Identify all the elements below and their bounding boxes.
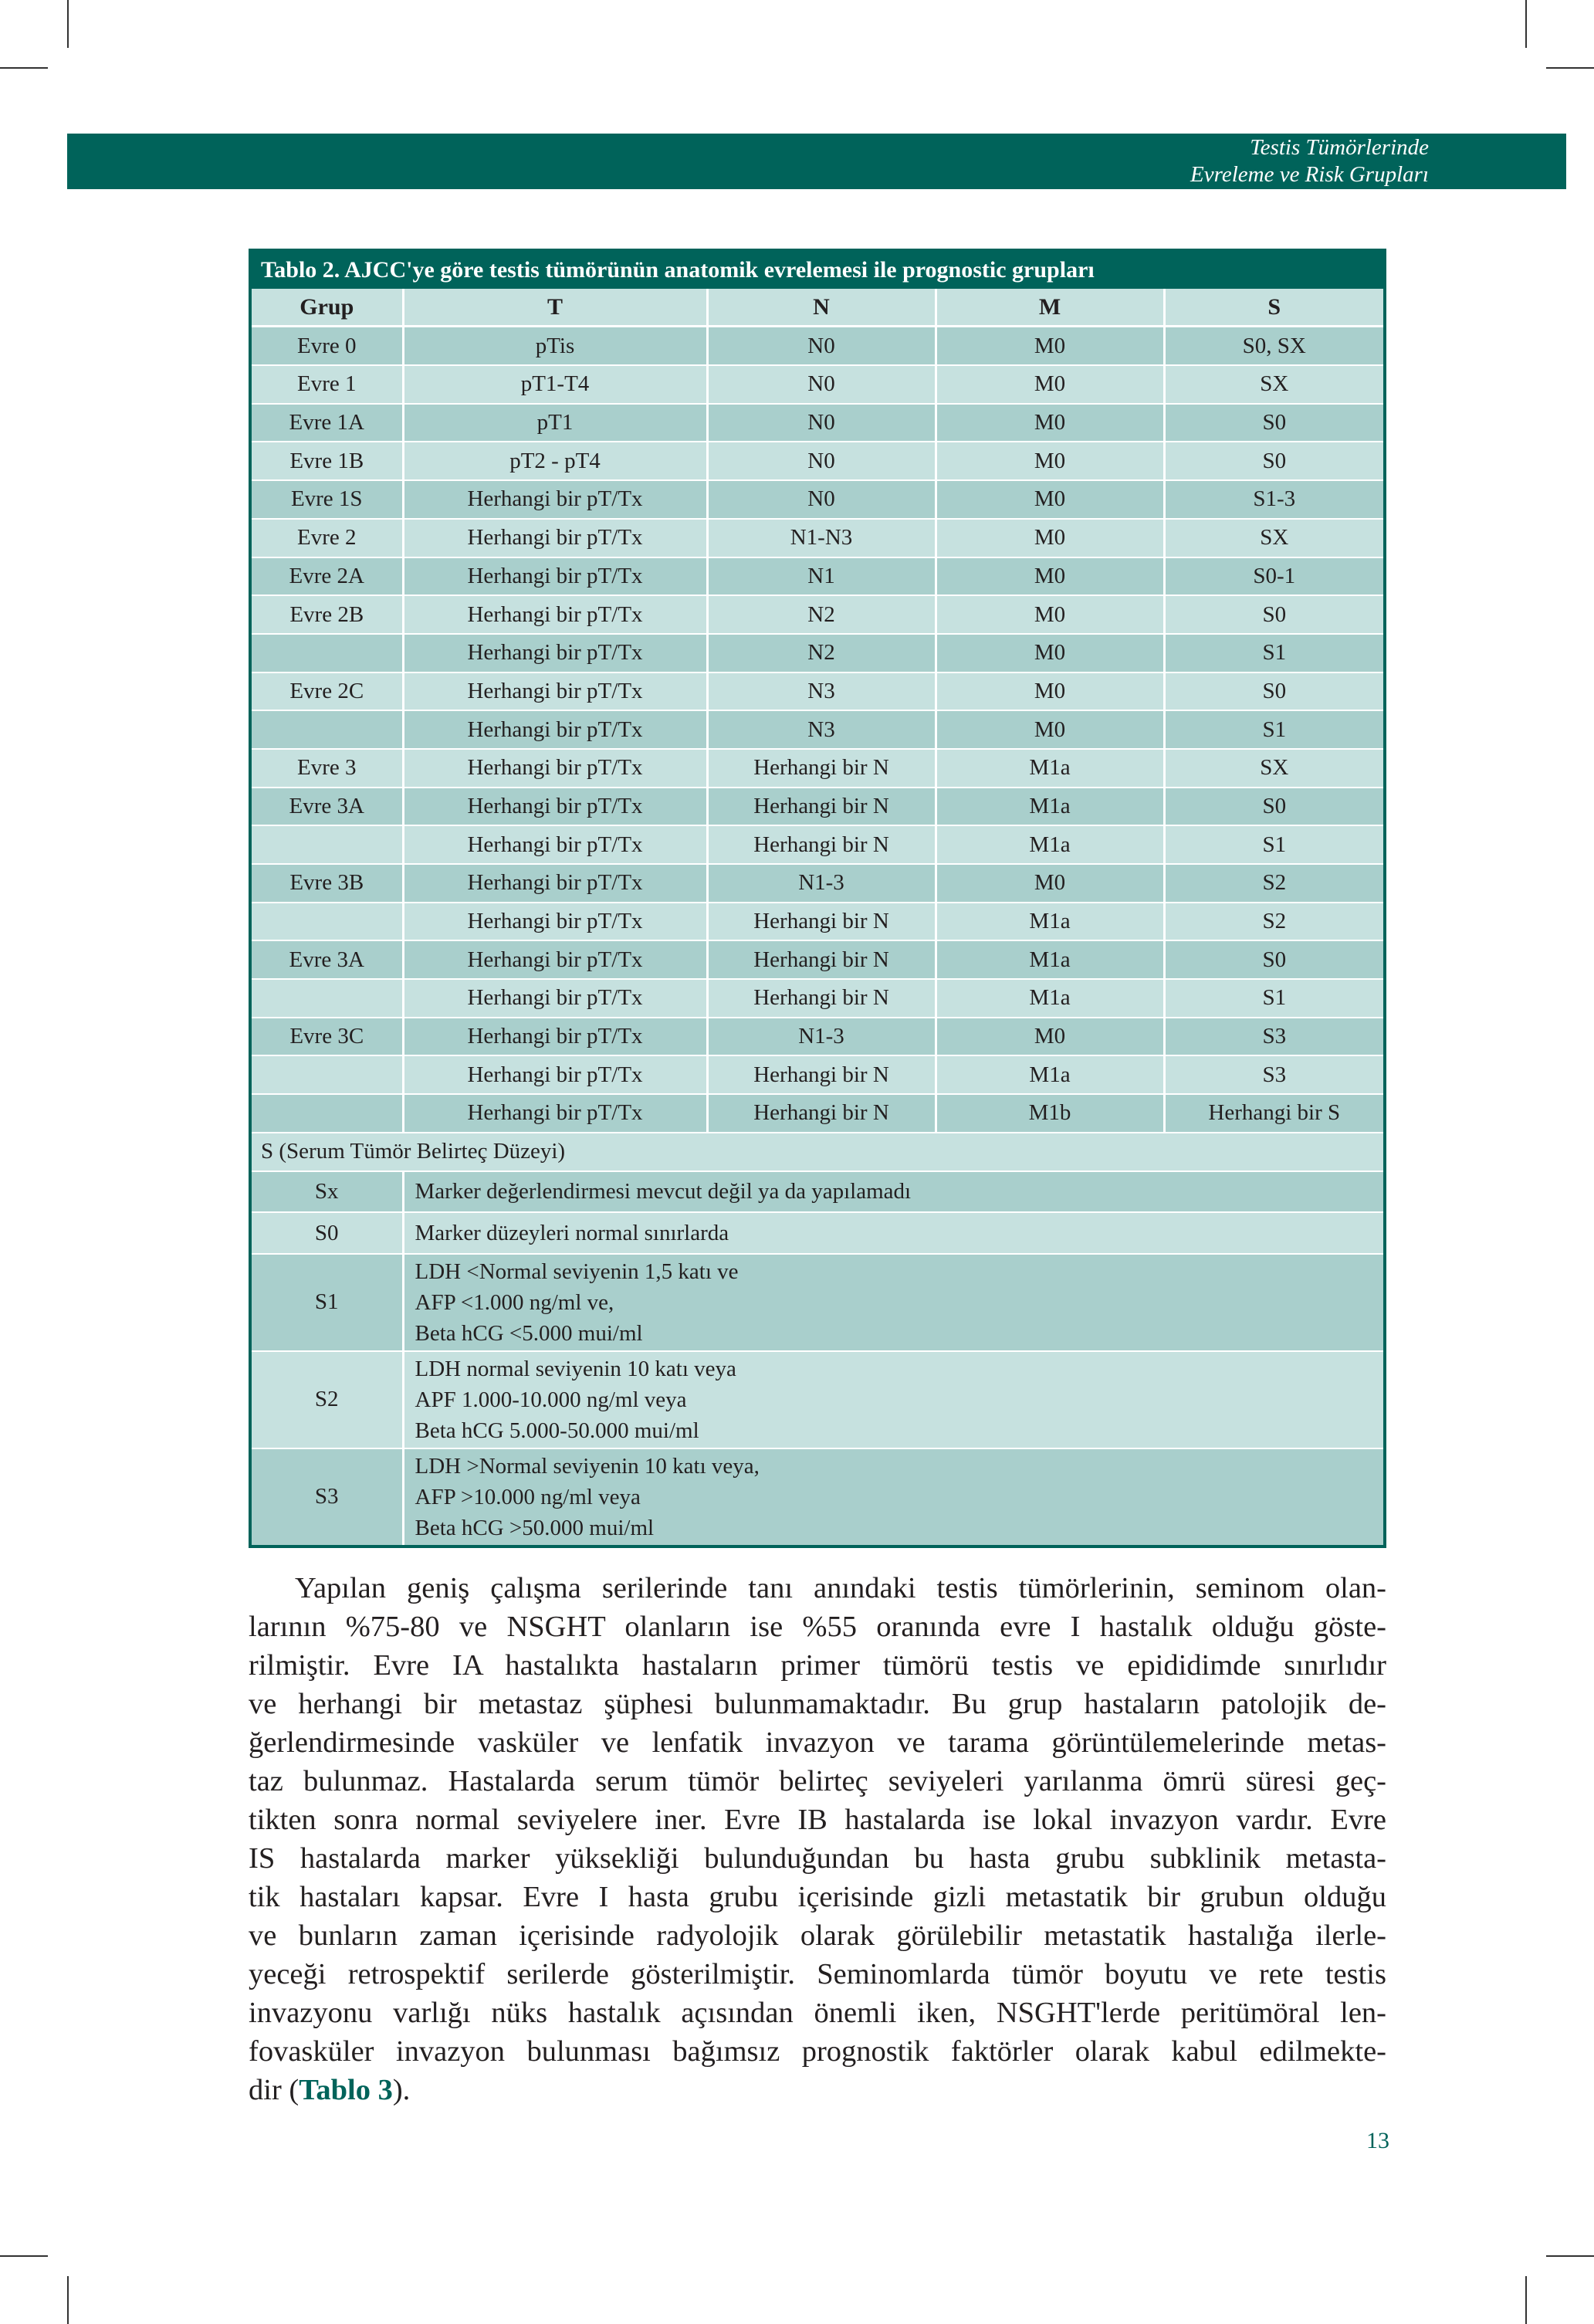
cell-m: M0 bbox=[936, 864, 1164, 903]
serum-code: S2 bbox=[252, 1351, 403, 1448]
cell-s: S3 bbox=[1164, 1018, 1383, 1056]
cell-s: S0 bbox=[1164, 595, 1383, 634]
staging-table-grid bbox=[252, 252, 1383, 1545]
table-row bbox=[252, 327, 1383, 365]
table-row bbox=[252, 519, 1383, 557]
cell-grup bbox=[252, 634, 403, 672]
cell-n: Herhangi bir N bbox=[707, 940, 936, 979]
cell-n: N2 bbox=[707, 634, 936, 672]
serum-description bbox=[403, 1448, 1383, 1545]
table-row bbox=[252, 825, 1383, 864]
cell-t: Herhangi bir pT/Tx bbox=[403, 825, 707, 864]
crop-mark bbox=[1546, 67, 1594, 69]
cell-grup: Evre 3 bbox=[252, 749, 403, 788]
cell-t: Herhangi bir pT/Tx bbox=[403, 940, 707, 979]
paragraph-text: ). bbox=[392, 2074, 411, 2106]
table-row bbox=[252, 710, 1383, 749]
cell-n: N2 bbox=[707, 595, 936, 634]
cell-s: S0 bbox=[1164, 672, 1383, 711]
cell-m: M1a bbox=[936, 903, 1164, 941]
staging-table bbox=[249, 249, 1386, 1548]
cell-grup: Evre 2C bbox=[252, 672, 403, 711]
table-caption-row bbox=[252, 252, 1383, 289]
cell-t: Herhangi bir pT/Tx bbox=[403, 1055, 707, 1094]
cell-n: N0 bbox=[707, 365, 936, 404]
cell-t: Herhangi bir pT/Tx bbox=[403, 1018, 707, 1056]
serum-section-title-row bbox=[252, 1133, 1383, 1171]
cell-m: M1a bbox=[936, 1055, 1164, 1094]
serum-description-line: APF 1.000-10.000 ng/ml veya bbox=[415, 1387, 687, 1412]
cell-m: M1a bbox=[936, 749, 1164, 788]
cell-s: S0 bbox=[1164, 404, 1383, 442]
cell-t: Herhangi bir pT/Tx bbox=[403, 595, 707, 634]
paragraph-last-line bbox=[249, 2071, 1386, 2109]
cell-m: M0 bbox=[936, 595, 1164, 634]
table-row bbox=[252, 749, 1383, 788]
cell-grup: Evre 1B bbox=[252, 442, 403, 480]
serum-description-line: Marker düzeyleri normal sınırlarda bbox=[415, 1221, 729, 1246]
table-row bbox=[252, 365, 1383, 404]
table-row bbox=[252, 404, 1383, 442]
serum-row bbox=[252, 1171, 1383, 1213]
table-row bbox=[252, 903, 1383, 941]
cell-grup bbox=[252, 903, 403, 941]
cell-n: Herhangi bir N bbox=[707, 903, 936, 941]
paragraph-line: taz bulunmaz. Hastalarda serum tümör belirteç seviyeleri yarılanma ömrü süresi geç- bbox=[249, 1765, 1386, 1797]
table-row bbox=[252, 480, 1383, 519]
cell-n: Herhangi bir N bbox=[707, 788, 936, 826]
crop-mark bbox=[0, 67, 48, 69]
table-row bbox=[252, 557, 1383, 596]
paragraph-line: tik hastaları kapsar. Evre I hasta grubu içerisinde gizli metastatik bir grubun olduğu bbox=[249, 1881, 1386, 1913]
cell-t: Herhangi bir pT/Tx bbox=[403, 557, 707, 596]
cell-t: Herhangi bir pT/Tx bbox=[403, 672, 707, 711]
body-paragraph bbox=[249, 1569, 1386, 2109]
cell-t: pT1 bbox=[403, 404, 707, 442]
crop-mark bbox=[0, 2255, 48, 2257]
page-number: 13 bbox=[1366, 2128, 1389, 2153]
cell-s: S0, SX bbox=[1164, 327, 1383, 365]
cell-m: M1b bbox=[936, 1094, 1164, 1133]
serum-code: Sx bbox=[252, 1171, 403, 1213]
table-row bbox=[252, 672, 1383, 711]
serum-description bbox=[403, 1171, 1383, 1213]
paragraph-line: Yapılan geniş çalışma serilerinde tanı anındaki testis tümörlerinin, seminom olan- bbox=[295, 1572, 1386, 1604]
cell-grup bbox=[252, 1094, 403, 1133]
cell-m: M0 bbox=[936, 404, 1164, 442]
cell-n: N1-3 bbox=[707, 864, 936, 903]
serum-code: S0 bbox=[252, 1212, 403, 1254]
cell-n: Herhangi bir N bbox=[707, 1094, 936, 1133]
column-header-m: M bbox=[936, 289, 1164, 327]
table-row bbox=[252, 940, 1383, 979]
paragraph-text: dir ( bbox=[249, 2074, 300, 2106]
serum-description-line: AFP >10.000 ng/ml veya bbox=[415, 1484, 641, 1509]
column-header-grup: Grup bbox=[252, 289, 403, 327]
cell-s: S0 bbox=[1164, 940, 1383, 979]
cell-n: N0 bbox=[707, 480, 936, 519]
staging-table-body bbox=[252, 252, 1383, 1545]
cell-n: N1-N3 bbox=[707, 519, 936, 557]
running-header bbox=[67, 134, 1566, 189]
cell-m: M0 bbox=[936, 442, 1164, 480]
cell-t: pTis bbox=[403, 327, 707, 365]
cell-n: N0 bbox=[707, 404, 936, 442]
cell-t: Herhangi bir pT/Tx bbox=[403, 864, 707, 903]
serum-description-line: Beta hCG >50.000 mui/ml bbox=[415, 1515, 655, 1540]
serum-row bbox=[252, 1254, 1383, 1351]
cell-grup: Evre 3A bbox=[252, 940, 403, 979]
cell-n: N1-3 bbox=[707, 1018, 936, 1056]
column-header-n: N bbox=[707, 289, 936, 327]
cell-m: M0 bbox=[936, 557, 1164, 596]
cell-m: M0 bbox=[936, 1018, 1164, 1056]
cell-n: N1 bbox=[707, 557, 936, 596]
paragraph-line: IS hastalarda marker yüksekliği bulunduğundan bu hasta grubu subklinik metasta- bbox=[249, 1842, 1386, 1875]
cell-t: Herhangi bir pT/Tx bbox=[403, 480, 707, 519]
table-row bbox=[252, 979, 1383, 1018]
cell-m: M0 bbox=[936, 365, 1164, 404]
cell-t: Herhangi bir pT/Tx bbox=[403, 519, 707, 557]
table-row bbox=[252, 1018, 1383, 1056]
cell-n: Herhangi bir N bbox=[707, 749, 936, 788]
cell-t: Herhangi bir pT/Tx bbox=[403, 979, 707, 1018]
cell-grup: Evre 2A bbox=[252, 557, 403, 596]
cell-s: S1-3 bbox=[1164, 480, 1383, 519]
table-row bbox=[252, 634, 1383, 672]
cell-n: Herhangi bir N bbox=[707, 1055, 936, 1094]
cell-s: S2 bbox=[1164, 903, 1383, 941]
table-header-row bbox=[252, 289, 1383, 327]
cell-n: Herhangi bir N bbox=[707, 979, 936, 1018]
crop-mark bbox=[67, 2276, 69, 2324]
table-row bbox=[252, 595, 1383, 634]
serum-code: S1 bbox=[252, 1254, 403, 1351]
cell-n: N0 bbox=[707, 327, 936, 365]
cell-m: M1a bbox=[936, 825, 1164, 864]
cell-n: N0 bbox=[707, 442, 936, 480]
cell-t: Herhangi bir pT/Tx bbox=[403, 1094, 707, 1133]
cell-n: N3 bbox=[707, 710, 936, 749]
cell-s: SX bbox=[1164, 365, 1383, 404]
cell-t: Herhangi bir pT/Tx bbox=[403, 710, 707, 749]
cell-m: M0 bbox=[936, 672, 1164, 711]
serum-description-line: LDH >Normal seviyenin 10 katı veya, bbox=[415, 1453, 760, 1479]
cell-grup: Evre 3C bbox=[252, 1018, 403, 1056]
paragraph-line: fovasküler invazyon bulunması bağımsız prognostik faktörler olarak kabul edilmekte- bbox=[249, 2035, 1386, 2068]
cell-grup bbox=[252, 825, 403, 864]
cell-grup bbox=[252, 1055, 403, 1094]
cell-grup: Evre 3A bbox=[252, 788, 403, 826]
paragraph-line: rilmiştir. Evre IA hastalıkta hastaların primer tümörü testis ve epididimde sınırlıdır bbox=[249, 1649, 1386, 1682]
cell-s: SX bbox=[1164, 749, 1383, 788]
cell-m: M1a bbox=[936, 979, 1164, 1018]
serum-code: S3 bbox=[252, 1448, 403, 1545]
serum-section-title: S (Serum Tümör Belirteç Düzeyi) bbox=[252, 1133, 1383, 1171]
cell-s: S1 bbox=[1164, 979, 1383, 1018]
crop-mark bbox=[1525, 2276, 1527, 2324]
cell-s: SX bbox=[1164, 519, 1383, 557]
cell-grup: Evre 2 bbox=[252, 519, 403, 557]
paragraph-line: invazyonu varlığı nüks hastalık açısından önemli iken, NSGHT'lerde peritümöral len- bbox=[249, 1997, 1386, 2029]
table-caption: Tablo 2. AJCC'ye göre testis tümörünün anatomik evrelemesi ile prognostic grupları bbox=[252, 252, 1383, 289]
cell-t: Herhangi bir pT/Tx bbox=[403, 903, 707, 941]
serum-description-line: Marker değerlendirmesi mevcut değil ya da yapılamadı bbox=[415, 1179, 912, 1204]
cell-t: pT1-T4 bbox=[403, 365, 707, 404]
paragraph-line: tikten sonra normal seviyelere iner. Evre IB hastalarda ise lokal invazyon vardır. Evre bbox=[249, 1804, 1386, 1836]
cell-t: Herhangi bir pT/Tx bbox=[403, 634, 707, 672]
serum-description bbox=[403, 1212, 1383, 1254]
serum-row bbox=[252, 1212, 1383, 1254]
cell-grup bbox=[252, 710, 403, 749]
cell-grup: Evre 0 bbox=[252, 327, 403, 365]
cell-grup: Evre 1A bbox=[252, 404, 403, 442]
table-row bbox=[252, 864, 1383, 903]
table-row bbox=[252, 788, 1383, 826]
cell-t: Herhangi bir pT/Tx bbox=[403, 749, 707, 788]
serum-description-line: Beta hCG 5.000-50.000 mui/ml bbox=[415, 1418, 699, 1443]
cell-s: S0-1 bbox=[1164, 557, 1383, 596]
cell-grup: Evre 3B bbox=[252, 864, 403, 903]
cell-s: S1 bbox=[1164, 825, 1383, 864]
cell-m: M0 bbox=[936, 327, 1164, 365]
serum-description-line: LDH <Normal seviyenin 1,5 katı ve bbox=[415, 1259, 739, 1284]
table-row bbox=[252, 1094, 1383, 1133]
cell-s: S1 bbox=[1164, 634, 1383, 672]
serum-description-line: Beta hCG <5.000 mui/ml bbox=[415, 1320, 643, 1346]
cell-m: M0 bbox=[936, 480, 1164, 519]
column-header-t: T bbox=[403, 289, 707, 327]
paragraph-line: ve bunların zaman içerisinde radyolojik olarak görülebilir metastatik hastalığa ilerle- bbox=[249, 1919, 1386, 1952]
paragraph-line: larının %75-80 ve NSGHT olanların ise %55 oranında evre I hastalık olduğu göste- bbox=[249, 1611, 1386, 1643]
serum-row bbox=[252, 1448, 1383, 1545]
cell-grup: Evre 1 bbox=[252, 365, 403, 404]
running-header-line-2: Evreleme ve Risk Grupları bbox=[1190, 162, 1429, 187]
serum-description-line: LDH normal seviyenin 10 katı veya bbox=[415, 1356, 736, 1381]
serum-description bbox=[403, 1254, 1383, 1351]
table-row bbox=[252, 442, 1383, 480]
paragraph-line: ğerlendirmesinde vasküler ve lenfatik invazyon ve tarama görüntülemelerinde metas- bbox=[249, 1726, 1386, 1759]
cell-s: S3 bbox=[1164, 1055, 1383, 1094]
serum-description bbox=[403, 1351, 1383, 1448]
paragraph-line: ve herhangi bir metastaz şüphesi bulunmamaktadır. Bu grup hastaların patolojik de- bbox=[249, 1688, 1386, 1720]
cell-grup bbox=[252, 979, 403, 1018]
cell-m: M1a bbox=[936, 940, 1164, 979]
table-row bbox=[252, 1055, 1383, 1094]
column-header-s: S bbox=[1164, 289, 1383, 327]
cell-s: S0 bbox=[1164, 442, 1383, 480]
cell-grup: Evre 2B bbox=[252, 595, 403, 634]
cell-s: Herhangi bir S bbox=[1164, 1094, 1383, 1133]
crop-mark bbox=[67, 0, 69, 48]
cell-n: Herhangi bir N bbox=[707, 825, 936, 864]
crop-mark bbox=[1525, 0, 1527, 48]
cell-n: N3 bbox=[707, 672, 936, 711]
cell-t: pT2 - pT4 bbox=[403, 442, 707, 480]
cell-m: M0 bbox=[936, 634, 1164, 672]
cell-s: S0 bbox=[1164, 788, 1383, 826]
cell-t: Herhangi bir pT/Tx bbox=[403, 788, 707, 826]
paragraph-line: yeceği retrospektif serilerde gösterilmiştir. Seminomlarda tümör boyutu ve rete testis bbox=[249, 1958, 1386, 1990]
crop-mark bbox=[1546, 2255, 1594, 2257]
cell-m: M1a bbox=[936, 788, 1164, 826]
running-header-line-1: Testis Tümörlerinde bbox=[1250, 135, 1429, 160]
serum-row bbox=[252, 1351, 1383, 1448]
tablo-3-reference-link[interactable]: Tablo 3 bbox=[299, 2074, 393, 2106]
cell-grup: Evre 1S bbox=[252, 480, 403, 519]
cell-s: S1 bbox=[1164, 710, 1383, 749]
cell-s: S2 bbox=[1164, 864, 1383, 903]
cell-m: M0 bbox=[936, 710, 1164, 749]
cell-m: M0 bbox=[936, 519, 1164, 557]
serum-description-line: AFP <1.000 ng/ml ve, bbox=[415, 1289, 614, 1315]
